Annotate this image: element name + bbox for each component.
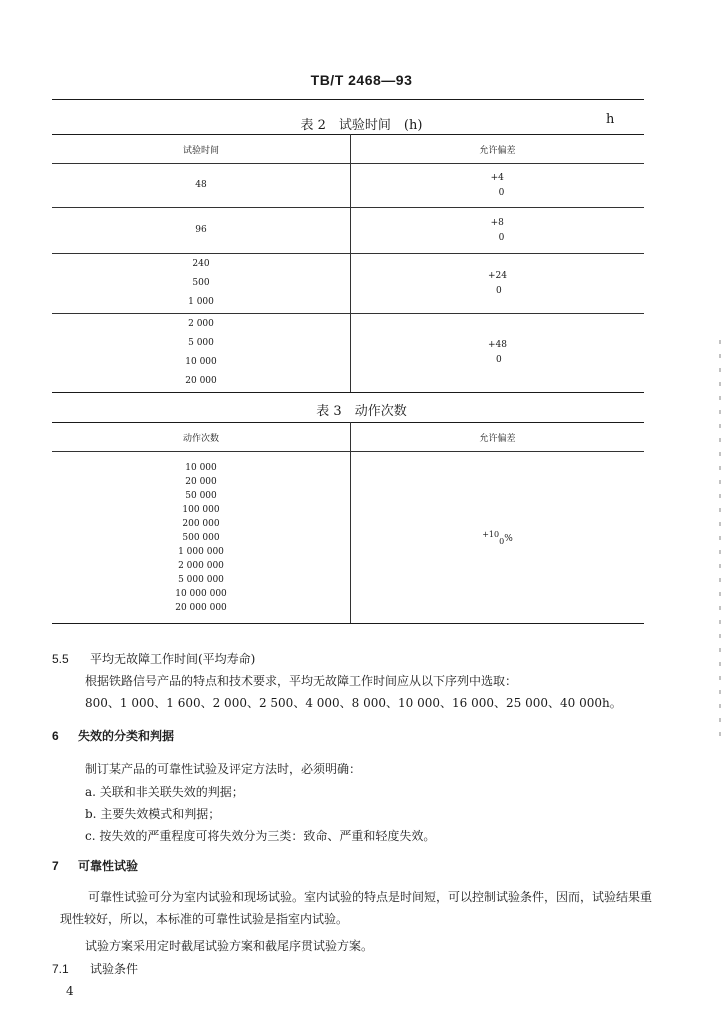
- tol-plus: +10: [482, 529, 500, 539]
- table3-count: 500 000: [182, 532, 220, 543]
- table2-time: 20 000: [185, 376, 217, 386]
- table3-count: 2 000 000: [178, 560, 224, 571]
- tol-minus: 0: [496, 285, 502, 296]
- list-item: a. 关联和非关联失效的判据；: [85, 785, 244, 799]
- table2-tolerance: [488, 269, 507, 299]
- table3-tol-cell: [351, 452, 645, 624]
- table3-col-header: 动作次数: [52, 423, 351, 452]
- table2-tol-cell: [351, 254, 645, 314]
- table-row: [52, 208, 644, 254]
- table2-time: 2 000: [188, 319, 214, 329]
- table3-count: 200 000: [182, 518, 220, 529]
- table2-tol-cell: [351, 164, 645, 208]
- section-title: 可靠性试验: [78, 859, 139, 873]
- tol-minus: 0: [498, 187, 505, 198]
- s55-text1: 根据铁路信号产品的特点和技术要求，平均无故障工作时间应从以下序列中选取：: [85, 674, 518, 688]
- s55-text2: 800、1 000、1 600、2 000、2 500、4 000、8 000、10 000、16 000、25 000、40 000h。: [85, 696, 622, 710]
- list-item: c. 按失效的严重程度可将失效分为三类：致命、严重和轻度失效。: [85, 829, 436, 843]
- table2-tolerance: [488, 338, 507, 368]
- section-6-heading: [52, 727, 174, 744]
- list-item: b. 主要失效模式和判据；: [85, 807, 221, 821]
- section-7-1-heading: [52, 960, 138, 977]
- table2-tolerance: [491, 216, 505, 246]
- table2-unit: h: [606, 112, 615, 127]
- tol-plus: +8: [490, 217, 504, 228]
- s7-paragraph-1: 可靠性试验可分为室内试验和现场试验。室内试验的特点是时间短，可以控制试验条件，因而，试验结果重现性较好，所以，本标准的可靠性试验是指室内试验。: [60, 890, 653, 926]
- table-row: [52, 254, 644, 314]
- header-rule: [52, 99, 644, 100]
- standard-id-header: TB/T 2468—93: [310, 72, 413, 88]
- s7-paragraph-2: 试验方案采用定时截尾试验方案和截尾序贯试验方案。: [85, 939, 374, 953]
- table3-counts-list: [53, 461, 349, 615]
- tol-unit: %: [504, 533, 513, 544]
- table3-count: 20 000: [185, 476, 217, 487]
- table2: [52, 134, 644, 393]
- table2-time: 5 000: [188, 338, 214, 348]
- table2-time-cell: [52, 164, 351, 208]
- table2-caption: 表 2 试验时间 (h): [300, 118, 423, 133]
- table3-count: 100 000: [182, 504, 220, 515]
- table-row: [52, 164, 644, 208]
- tol-plus: +4: [490, 172, 504, 183]
- tol-plus: +24: [488, 270, 507, 281]
- table-row: [52, 452, 644, 624]
- table2-time-cell: [52, 314, 351, 393]
- table2-tol-cell: [351, 314, 645, 393]
- table2-time: 48: [195, 180, 207, 190]
- table2-time: 240: [192, 259, 210, 269]
- table2-tol-cell: [351, 208, 645, 254]
- section-title: 平均无故障工作时间(平均寿命): [90, 652, 256, 666]
- scan-edge-mark: [719, 340, 721, 740]
- table-row: [52, 314, 644, 393]
- section-number: 6: [52, 729, 59, 743]
- section-title: 试验条件: [90, 962, 139, 976]
- table3-count: 20 000 000: [175, 602, 227, 613]
- tol-plus: +48: [488, 340, 507, 350]
- section-number: 5.5: [52, 652, 69, 666]
- section-7-heading: [52, 857, 138, 874]
- table3-tolerance: [482, 529, 513, 546]
- table2-col-header: 允许偏差: [351, 135, 645, 164]
- page-number: 4: [66, 984, 74, 998]
- table3-count: 50 000: [185, 490, 217, 501]
- tol-minus: 0: [496, 355, 502, 365]
- table2-time-cell: [52, 208, 351, 254]
- section-title: 失效的分类和判据: [78, 729, 175, 743]
- table3: [52, 422, 644, 624]
- s6-intro: 制订某产品的可靠性试验及评定方法时，必须明确：: [85, 762, 362, 776]
- table2-time-cell: [52, 254, 351, 314]
- table3-col-header: 允许偏差: [351, 423, 645, 452]
- table3-count: 5 000 000: [178, 574, 224, 585]
- table2-time: 10 000: [185, 357, 217, 367]
- tol-minus: 0: [499, 536, 505, 546]
- table3-caption: 表 3 动作次数: [316, 404, 407, 419]
- tol-minus: 0: [498, 232, 505, 243]
- table3-counts-cell: [52, 452, 351, 624]
- section-5-5-heading: [52, 650, 255, 667]
- table2-time: 500: [192, 278, 210, 288]
- table3-count: 10 000 000: [175, 588, 227, 599]
- table2-col-header: 试验时间: [52, 135, 351, 164]
- table3-count: 1 000 000: [178, 546, 224, 557]
- table2-time: 1 000: [188, 297, 214, 307]
- table3-count: 10 000: [185, 462, 217, 473]
- table2-tolerance: [491, 171, 505, 201]
- section-number: 7.1: [52, 962, 69, 976]
- section-number: 7: [52, 859, 59, 873]
- table2-time: 96: [195, 225, 207, 235]
